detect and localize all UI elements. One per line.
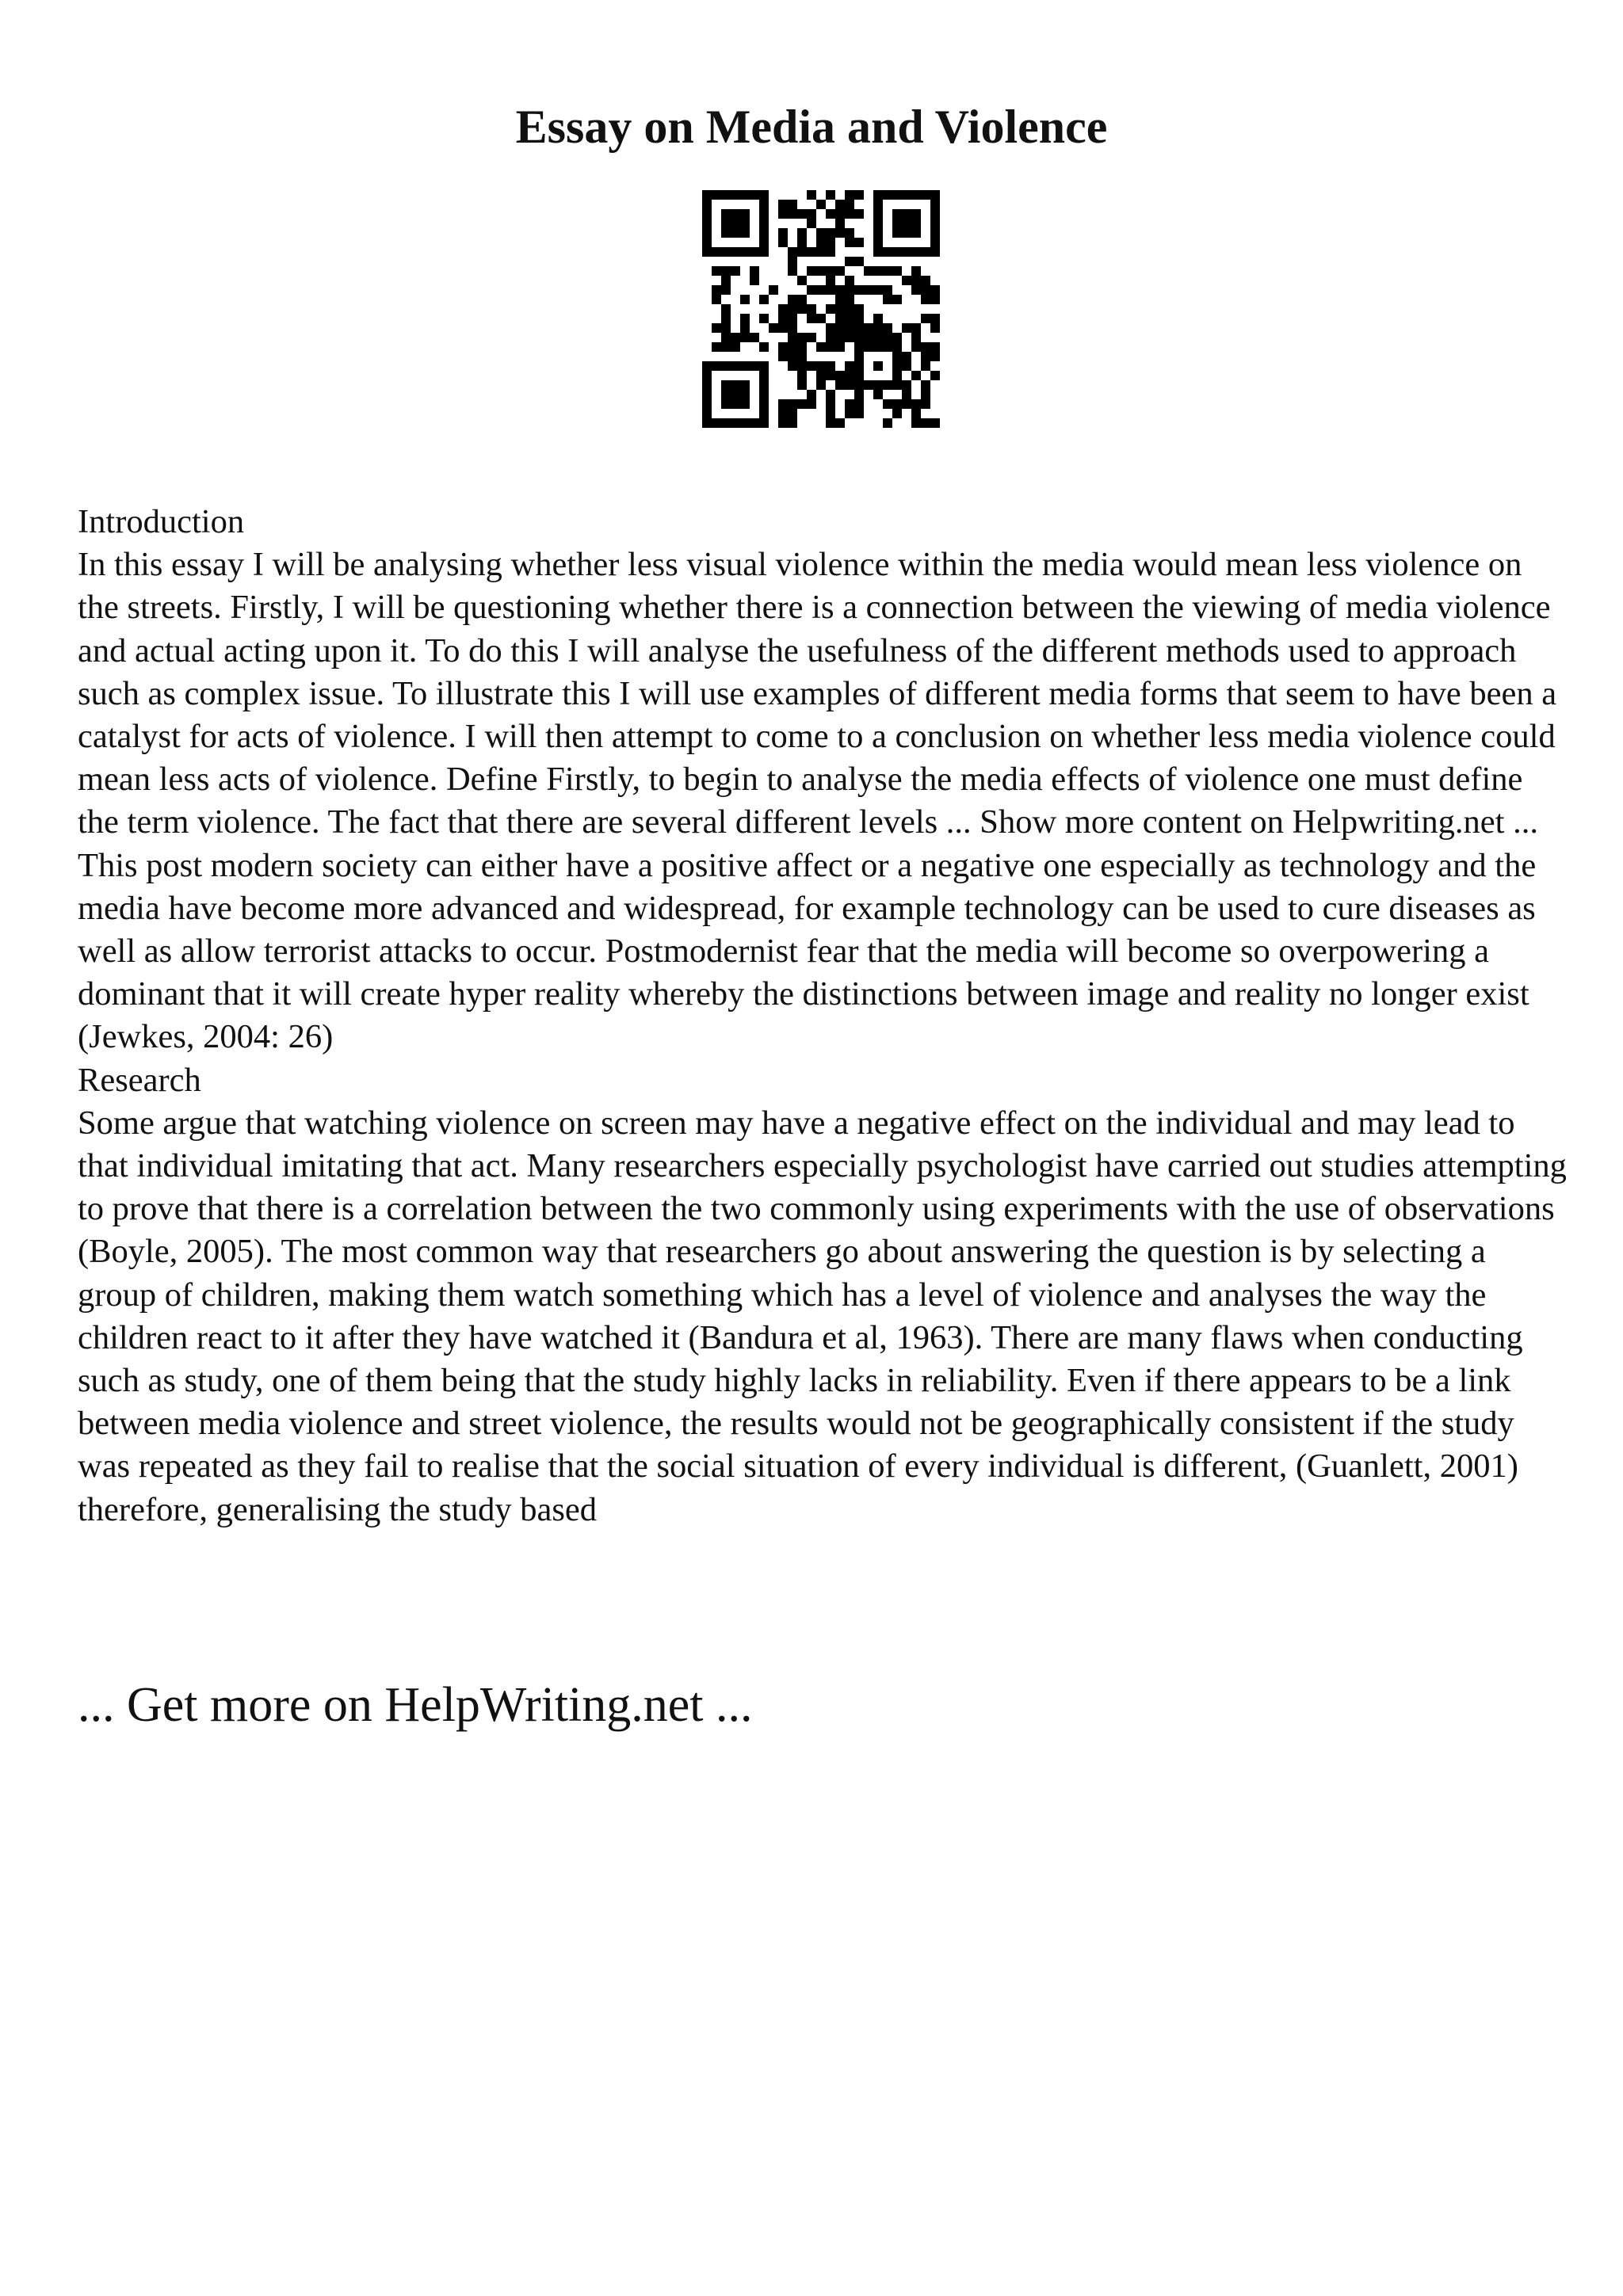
heading-research: Research — [78, 1061, 201, 1099]
paragraph-introduction: In this essay I will be analysing whether less visual violence within the media would mean less violence on the streets. Firstly, I will be questioning whether there is a connection between the viewing of media violence and actual acting upon it. To do this I will analyse the usefulness of the different methods used to approach such as complex issue. To illustrate this I will use examples of different media forms that seem to have been a catalyst for acts of violence. I will then attempt to come to a conclusion on whether less media violence could mean less acts of violence. Define Firstly, to begin to analyse the media effects of violence one must define the term violence. The fact that there are several different levels ... Show more content on Helpwriting.net ... — [78, 546, 1557, 841]
paragraph-research: Some argue that watching violence on screen may have a negative effect on the individual and may lead to that individual imitating that act. Many researchers especially psychologist have carried out studies attempting to prove that there is a correlation between the two commonly using experiments with the use of observations (Boyle, 2005). The most common way that researchers go about answering the question is by selecting a group of children, making them watch something which has a level of violence and analyses the way the children react to it after they have watched it (Bandura et al, 1963). There are many flaws when conducting such as study, one of them being that the study highly lacks in reliability. Even if there appears to be a link between media violence and street violence, the results would not be geographically consistent if the study was repeated as they fail to realise that the social situation of every individual is different, (Guanlett, 2001) therefore, generalising the study based — [78, 1104, 1567, 1528]
essay-body — [78, 501, 1568, 1531]
paragraph-postmodern: This post modern society can either have a positive affect or a negative one especially as technology and the media have become more advanced and widespread, for example technology can be used to cure diseases as well as allow terrorist attacks to occur. Postmodernist fear that the media will become so overpowering a dominant that it will create hyper reality whereby the distinctions between image and reality no longer exist (Jewkes, 2004: 26) — [78, 846, 1537, 1056]
qr-code-icon — [702, 190, 940, 428]
document-title: Essay on Media and Violence — [515, 101, 1108, 153]
get-more-link[interactable]: ... Get more on HelpWriting.net ... — [78, 1678, 753, 1732]
heading-introduction: Introduction — [78, 503, 245, 540]
